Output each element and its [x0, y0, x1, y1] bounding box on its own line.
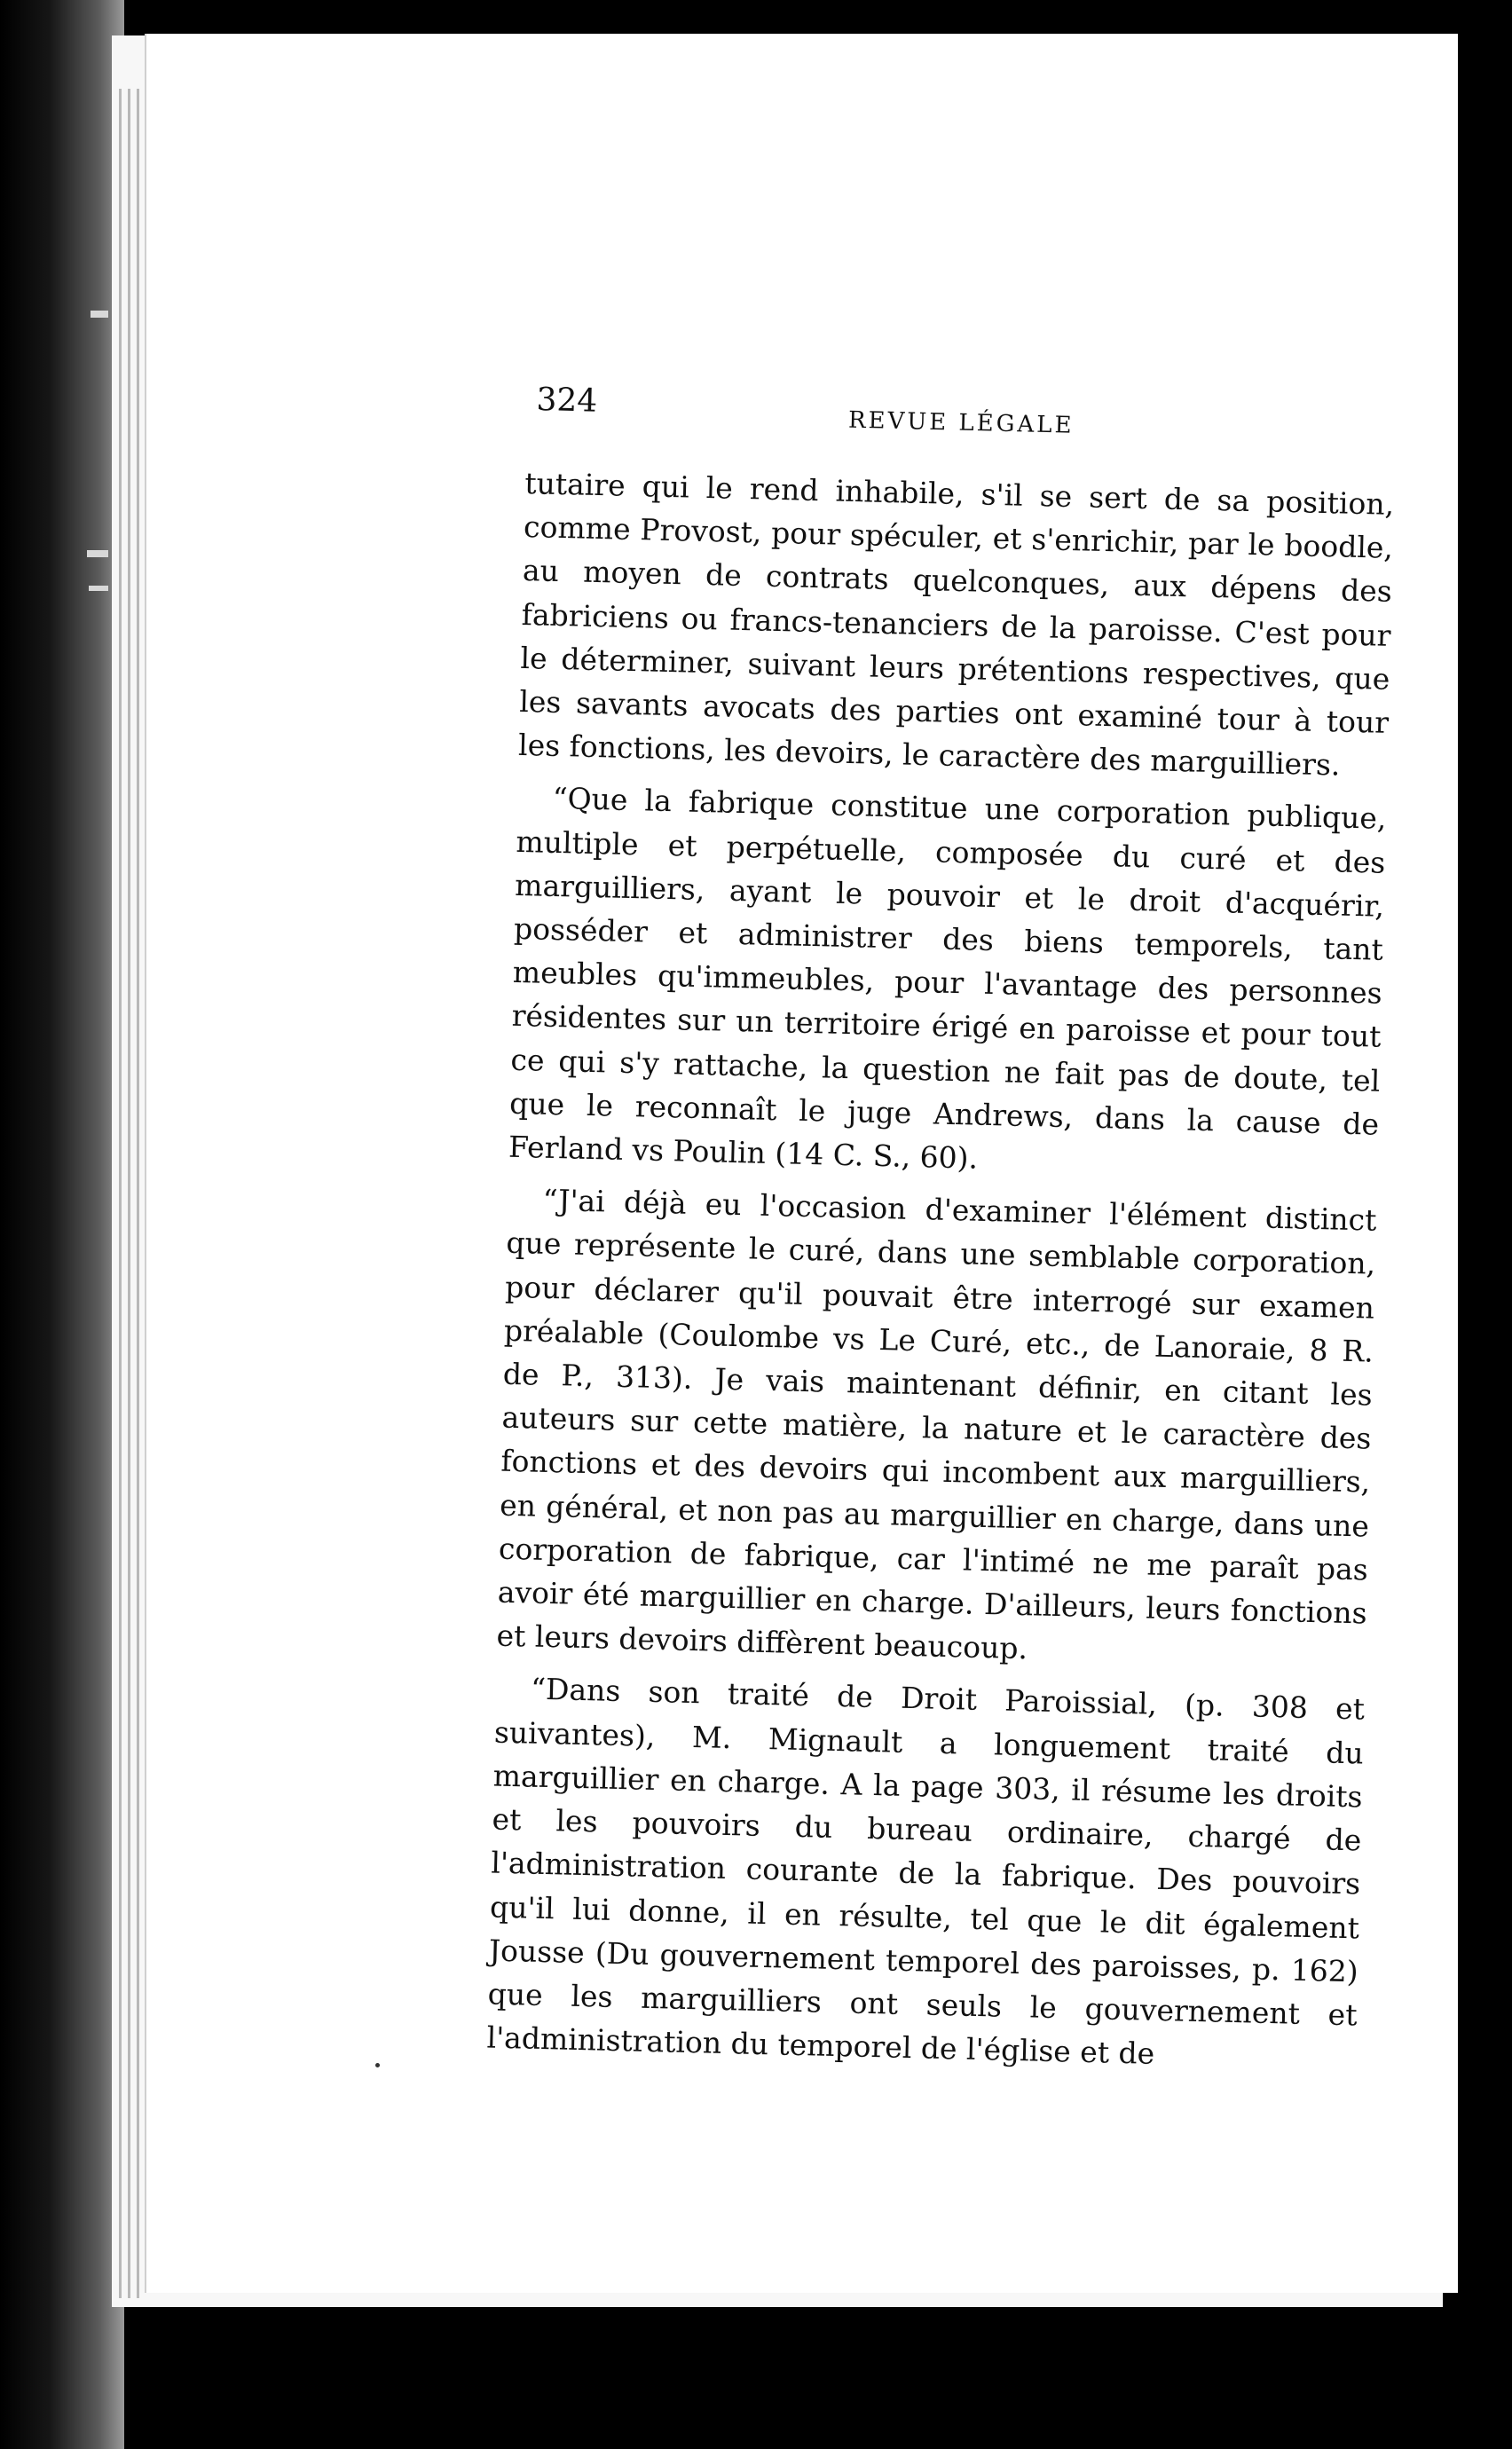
paragraph: tutaire qui le rend inhabile, s'il se sert de sa position, comme Provost, pour spéculer, et s'enrichir, par le boodle, au moyen de contrats quelconques, aux dépens des fabriciens ou francs-tenanciers de la paroisse. C'est pour le déterminer, suivant leurs prétentions respectives, que les savants avocats des parties ont examiné tour à tour les fonctions, les devoirs, le caractère des marguilliers.: [517, 465, 1395, 783]
paragraph: “Que la fabrique constitue une corporation publique, multiple et perpétuelle, composée du curé et des marguilliers, ayant le pouvoir et le droit d'acquérir, posséder et administrer des biens temporels, tant meubles qu'immeubles, pour l'avantage des personnes résidentes sur un territoire érigé en paroisse et pour tout ce qui s'y rattache, la question ne fait pas de doute, tel que le reconnaît le juge Andrews, dans la cause de Ferland vs Poulin (14 C. S., 60).: [508, 781, 1387, 1176]
body-text: [486, 461, 1395, 2081]
paragraph: “J'ai déjà eu l'occasion d'examiner l'élément distinct que représente le curé, dans une semblable corporation, pour déclarer qu'il pouvait être interrogé sur examen préalable (Coulombe vs Le Curé, etc., de Lanoraie, 8 R. de P., 313). Je vais maintenant définir, en citant les auteurs sur cette matière, la nature et le caractère des fonctions et des devoirs qui incombent aux marguilliers, en général, et non pas au marguillier en charge, dans une corporation de fabrique, car l'intimé ne me paraît pas avoir été marguillier en charge. D'ailleurs, leurs fonctions et leurs devoirs diffèrent beaucoup.: [496, 1182, 1377, 1666]
ink-speck: [375, 2063, 380, 2067]
page-number: 324: [535, 382, 598, 420]
adjacent-page-fragment: [0, 293, 115, 612]
paragraph: “Dans son traité de Droit Paroissial, (p. 308 et suivantes), M. Mignault a longuement traité du marguillier en charge. A la page 303, il résume les droits et les pouvoirs du bureau ordinaire, chargé de l'administration courante de la fabrique. Des pouvoirs qu'il lui donne, il en résulte, tel que le dit également Jousse (Du gouvernement temporel des paroisses, p. 162) que les marguilliers ont seuls le gouvernement et l'administration du temporel de l'église et de: [486, 1672, 1366, 2071]
scan-right-margin: [1458, 80, 1512, 2298]
running-head: REVUE LÉGALE: [847, 406, 1075, 439]
